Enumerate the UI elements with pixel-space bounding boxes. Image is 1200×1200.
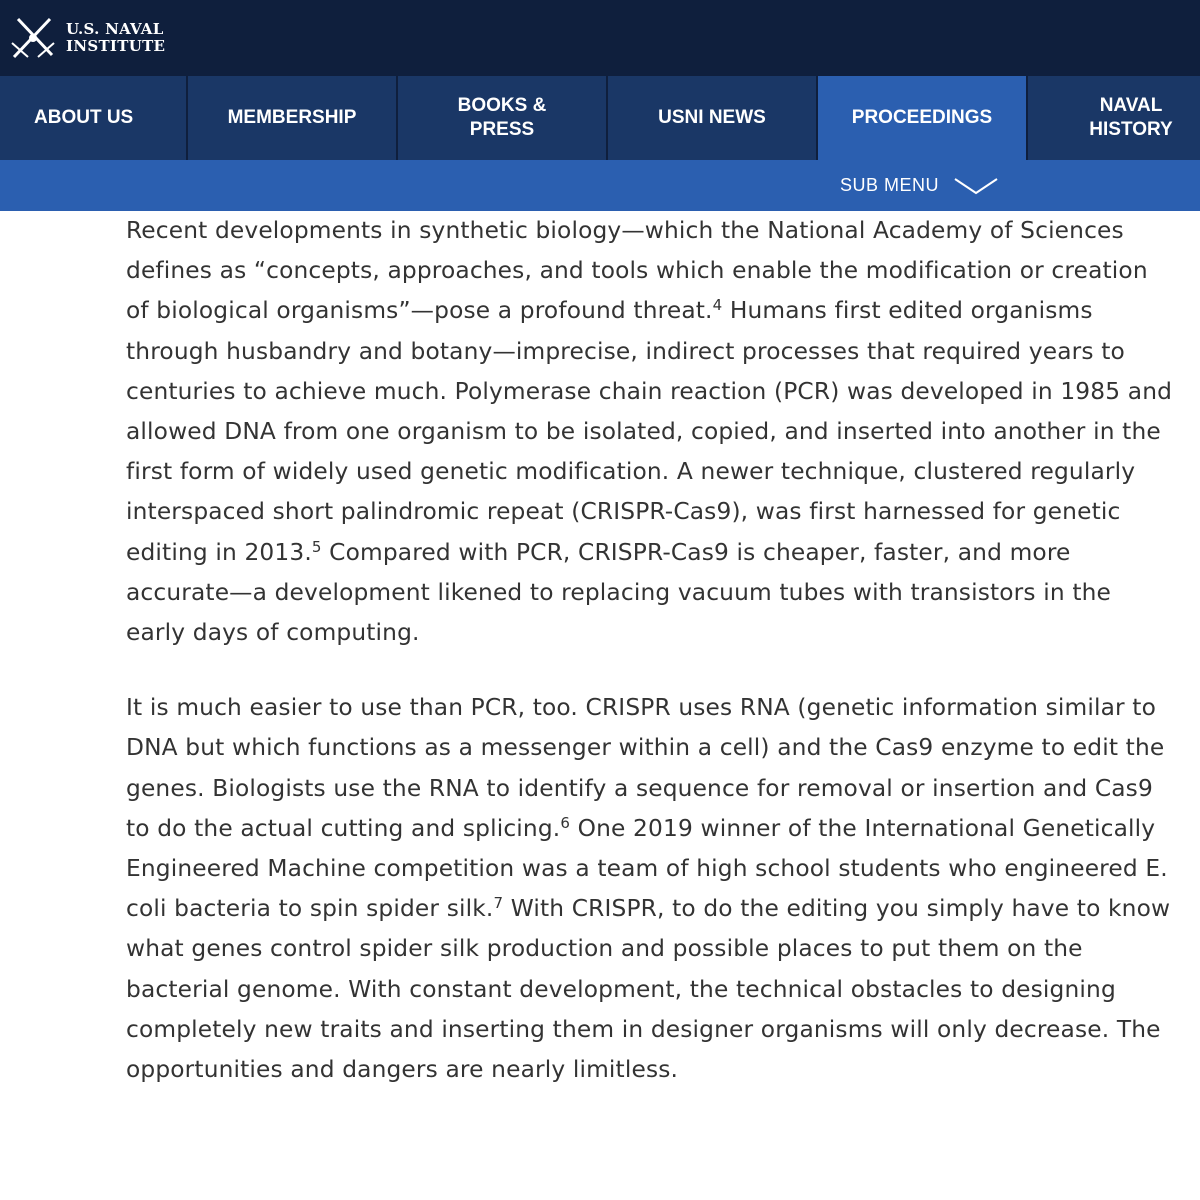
p1-text-2: Humans first edited organisms through husbandry and botany—imprecise, indirect processes that required years to centuries to achieve much. Polymerase chain reaction (PCR) was developed in 1985 and allowed DNA from one organism to be isolated, copied, and inserted into another in the first form of widely used genetic modification. A newer technique, clustered regularly interspaced short palindromic repeat (CRISPR-Cas9), was first harnessed for genetic editing in 2013.	[126, 297, 1173, 566]
nav-about-us-label: ABOUT US	[34, 107, 134, 128]
p2-text-3: With CRISPR, to do the editing you simply have to know what genes control spider silk production and possible places to put them on the bacterial genome. With constant development, the technical obstacles to designing completely new traits and inserting them in designer organisms will only decrease. The opportunities and dangers are nearly limitless.	[126, 895, 1171, 1084]
sub-menu-toggle[interactable]	[840, 160, 999, 211]
nav-usni-news[interactable]	[608, 76, 818, 160]
p2-text-1: It is much easier to use than PCR, too. CRISPR uses RNA (genetic information similar to DNA but which functions as a messenger within a cell) and the Cas9 enzyme to edit the genes. Biologists use the RNA to identify a sequence for removal or insertion and Cas9 to do the actual cutting and splicing.	[126, 694, 1165, 842]
nav-books-press-label: BOOKS & PRESS	[457, 95, 547, 140]
sub-menu-bar	[0, 160, 1200, 211]
article-paragraph-2	[126, 688, 1176, 1090]
nav-proceedings-label: PROCEEDINGS	[851, 107, 993, 128]
article-paragraph-1	[126, 211, 1176, 653]
site-header	[0, 0, 1200, 76]
footnote-6[interactable]: 6	[560, 813, 571, 832]
nav-about-us[interactable]	[0, 76, 188, 160]
nav-membership[interactable]	[188, 76, 398, 160]
footnote-7[interactable]: 7	[493, 894, 504, 913]
nav-proceedings[interactable]	[818, 76, 1028, 160]
nav-membership-label: MEMBERSHIP	[227, 107, 357, 128]
chevron-down-icon	[953, 177, 999, 195]
p2-text-2: One 2019 winner of the International Genetically Engineered Machine competition was a team of high school students who engineered E. coli bacteria to spin spider silk.	[126, 814, 1168, 923]
logo-line-1: U.S. NAVAL	[66, 20, 164, 38]
site-logo[interactable]	[8, 10, 165, 66]
nav-usni-news-label: USNI NEWS	[658, 107, 766, 128]
article-body	[126, 211, 1176, 1090]
logo-wordmark	[66, 21, 165, 55]
sub-menu-label: SUB MENU	[840, 175, 940, 195]
nav-naval-history[interactable]	[1028, 76, 1200, 160]
logo-line-2: INSTITUTE	[66, 37, 166, 55]
main-nav	[0, 76, 1200, 160]
footnote-5[interactable]: 5	[311, 537, 322, 556]
nav-naval-history-label: NAVAL HISTORY	[1089, 95, 1173, 140]
p1-text-1: Recent developments in synthetic biology—which the National Academy of Sciences defines as “concepts, approaches, and tools which enable the modification or creation of biological organisms”—pose a profound threat.	[126, 217, 1148, 325]
p1-text-3: Compared with PCR, CRISPR-Cas9 is cheaper, faster, and more accurate—a development likened to replacing vacuum tubes with transistors in the early days of computing.	[126, 538, 1112, 647]
footnote-4[interactable]: 4	[712, 296, 723, 315]
naval-swords-icon	[8, 13, 58, 63]
nav-books-press[interactable]	[398, 76, 608, 160]
